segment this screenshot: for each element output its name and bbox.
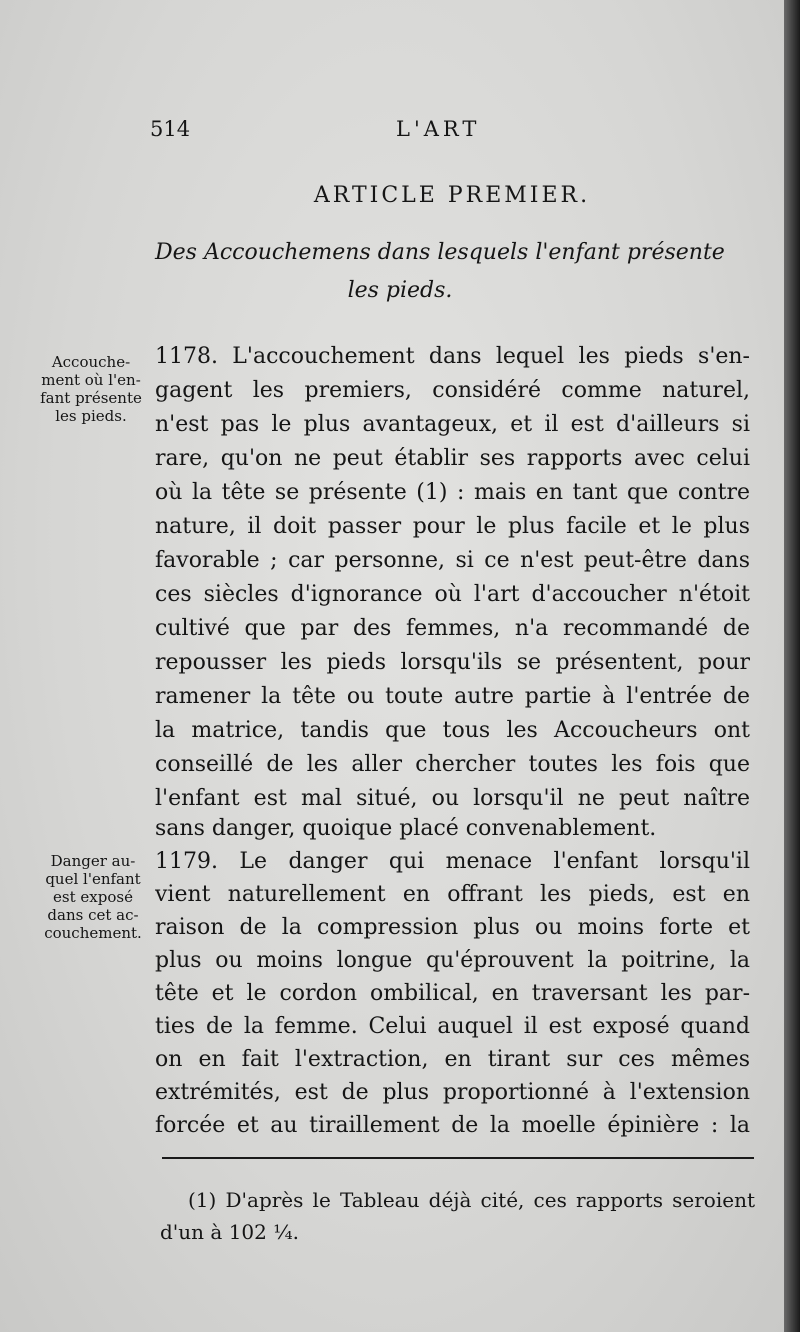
text-line: on en fait l'extraction, en tirant sur ces mêmes: [155, 1047, 750, 1072]
text-line: tête et le cordon ombilical, en traversant les par-: [155, 981, 750, 1006]
margin-note-line: fant présente: [40, 389, 142, 407]
text-line: forcée et au tiraillement de la moelle épinière : la: [155, 1113, 750, 1138]
margin-note-2: [32, 852, 154, 942]
text-line: repousser les pieds lorsqu'ils se présentent, pour: [155, 650, 750, 675]
text-line: l'enfant est mal situé, ou lorsqu'il ne peut naître: [155, 786, 750, 811]
text-line: nature, il doit passer pour le plus facile et le plus: [155, 514, 750, 539]
page-number: 514: [150, 117, 191, 141]
margin-note-line: couchement.: [44, 924, 142, 942]
page-header: [0, 117, 784, 147]
margin-note-line: les pieds.: [55, 407, 127, 425]
text-line: extrémités, est de plus proportionné à l'extension: [155, 1080, 750, 1105]
text-line: ties de la femme. Celui auquel il est exposé quand: [155, 1014, 750, 1039]
subtitle-line-1: Des Accouchemens dans lesquels l'enfant présente: [155, 240, 725, 265]
page-edge-shadow: [784, 0, 800, 1332]
text-line: ces siècles d'ignorance où l'art d'accoucher n'étoit: [155, 582, 750, 607]
margin-note-line: dans cet ac-: [47, 906, 139, 924]
text-line: gagent les premiers, considéré comme naturel,: [155, 378, 750, 403]
margin-note-line: ment où l'en-: [41, 371, 141, 389]
text-line: où la tête se présente (1) : mais en tant que contre: [155, 480, 750, 505]
text-line: raison de la compression plus ou moins forte et: [155, 915, 750, 940]
text-line: ramener la tête ou toute autre partie à l'entrée de: [155, 684, 750, 709]
text-line: rare, qu'on ne peut établir ses rapports avec celui: [155, 446, 750, 471]
footnote-line-1: (1) D'après le Tableau déjà cité, ces rapports seroient: [188, 1188, 755, 1212]
article-title: ARTICLE PREMIER.: [313, 183, 591, 208]
running-title: L'ART: [396, 117, 481, 141]
subtitle-line-2: les pieds.: [347, 278, 453, 303]
footnote-line-2: d'un à 102 ¼.: [160, 1220, 299, 1244]
margin-note-line: quel l'enfant: [45, 870, 141, 888]
text-line: sans danger, quoique placé convenablement.: [155, 816, 657, 841]
text-line: 1179. Le danger qui menace l'enfant lorsqu'il: [155, 849, 750, 874]
margin-note-line: Danger au-: [50, 852, 136, 870]
margin-note-line: Accouche-: [51, 353, 131, 371]
text-line: n'est pas le plus avantageux, et il est d'ailleurs si: [155, 412, 750, 437]
footnote-rule: [162, 1157, 754, 1159]
text-line: plus ou moins longue qu'éprouvent la poitrine, la: [155, 948, 750, 973]
text-line: vient naturellement en offrant les pieds, est en: [155, 882, 750, 907]
text-line: la matrice, tandis que tous les Accoucheurs ont: [155, 718, 750, 743]
text-line: conseillé de les aller chercher toutes les fois que: [155, 752, 750, 777]
margin-note-1: [30, 353, 152, 425]
margin-note-line: est exposé: [53, 888, 133, 906]
text-line: cultivé que par des femmes, n'a recommandé de: [155, 616, 750, 641]
text-line: 1178. L'accouchement dans lequel les pieds s'en-: [155, 344, 750, 369]
text-line: favorable ; car personne, si ce n'est peut-être dans: [155, 548, 750, 573]
